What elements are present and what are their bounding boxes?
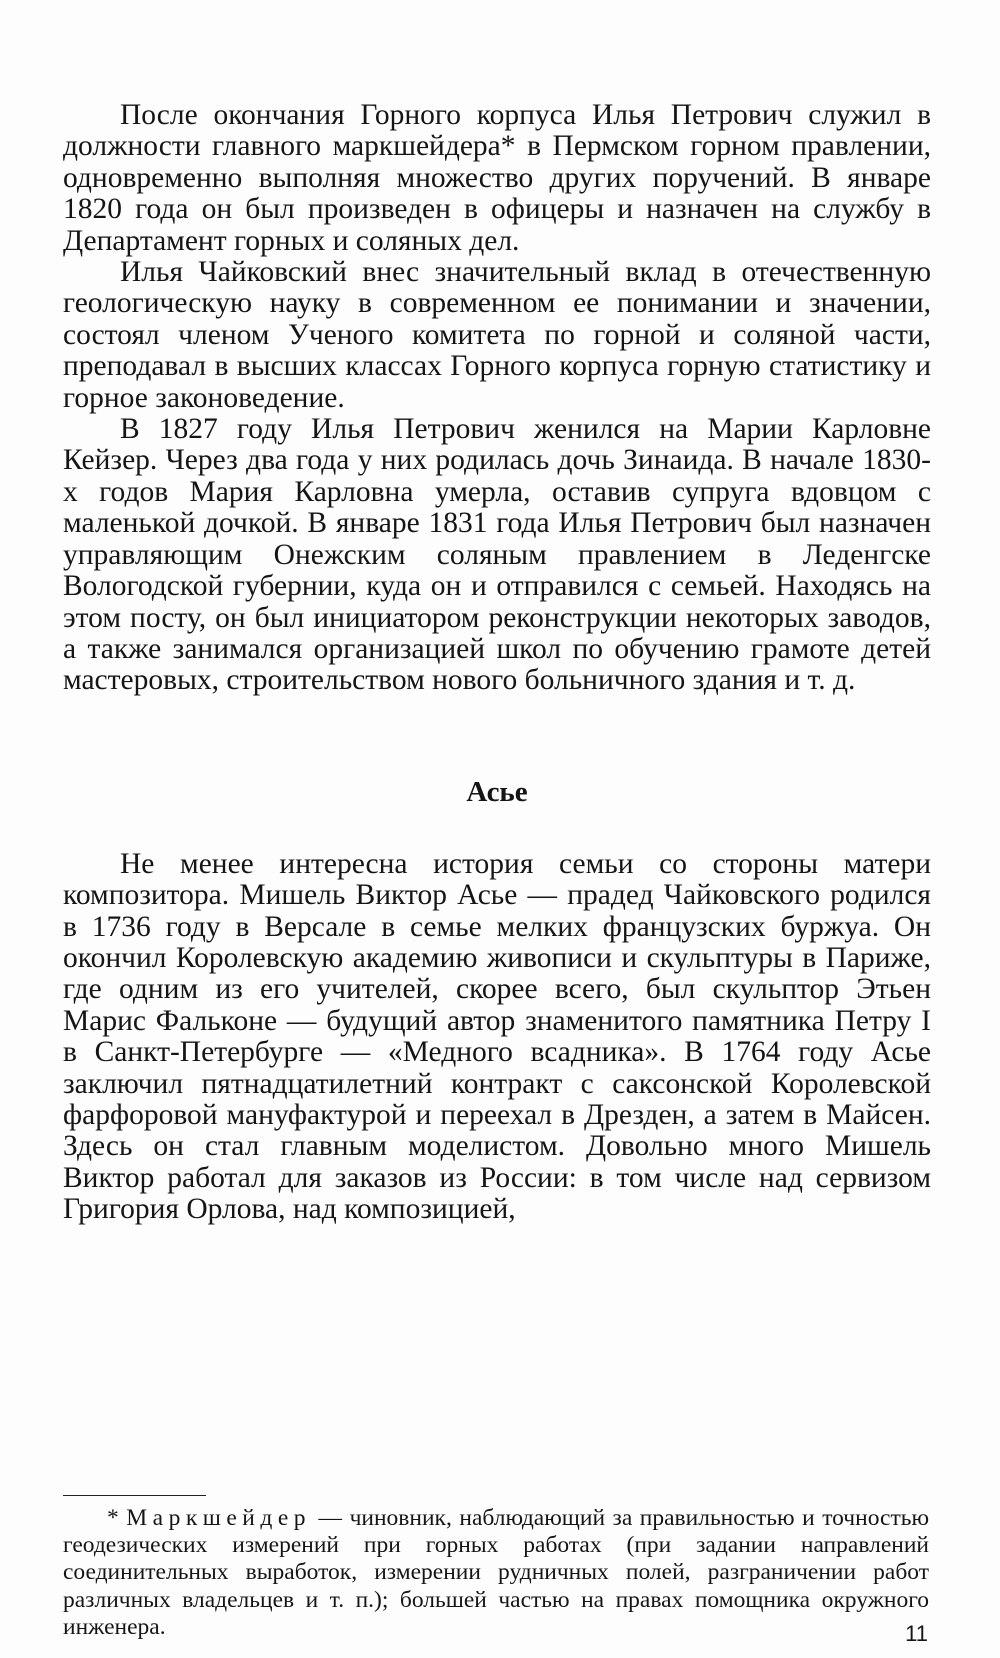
paragraph-contribution: Илья Чайковский внес значительный вклад в отечественную геологическую науку в современном ее понимании и значении, состоял членом Ученого комитета по горной и соляной части, преподавал в высших классах Горного корпуса горную статистику и горное законоведение.	[63, 256, 931, 414]
paragraph-assier: Не менее интересна история семьи со стороны матери композитора. Мишель Виктор Асье — прадед Чайковского родился в 1736 году в Версале в семье мелких французских буржуа. Он окончил Королевскую академию живописи и скульптуры в Париже, где одним из его учителей, скорее всего, был скульптор Этьен Марис Фальконе — будущий автор знаменитого памятника Петру I в Санкт-Петербурге — «Медного всадника». В 1764 году Асье заключил пятнадцатилетний контракт с саксонской Королевской фарфоровой мануфактурой и переехал в Дрезден, а затем в Майсен. Здесь он стал главным моделистом. Довольно много Мишель Виктор работал для заказов из России: в том числе над сервизом Григория Орлова, над композицией,	[63, 847, 931, 1226]
footnote-term: Маркшейдер	[126, 1505, 312, 1531]
footnote-text: чиновник, наблюдающий за правильностью и точностью геодезических измерений при горных работах (при задании направлений соединительных выработок, измерении рудничных полей, разграничении работ различных владельцев и т. п.); большей частью на правах помощника окружного инженера.	[63, 1505, 929, 1640]
paragraph-marriage: В 1827 году Илья Петрович женился на Марии Карловне Кейзер. Через два года у них родилась дочь Зинаида. В начале 1830-х годов Мария Карловна умерла, оставив супруга вдовцом с маленькой дочкой. В январе 1831 года Илья Петрович был назначен управляющим Онежским соляным правлением в Леденгске Вологодской губернии, куда он и отправился с семьей. Находясь на этом посту, он был инициатором реконструкции некоторых заводов, а также занимался организацией школ по обучению грамоте детей мастеровых, строительством нового больничного здания и т. д.	[63, 413, 931, 697]
footnote-marker: *	[107, 1505, 127, 1531]
section-heading: Асье	[466, 775, 528, 808]
footnote	[63, 1505, 929, 1641]
footnote-dash: —	[311, 1505, 350, 1531]
footnote-divider	[63, 1495, 206, 1496]
main-text	[63, 100, 931, 1226]
paragraph-education: После окончания Горного корпуса Илья Петрович служил в должности главного маркшейдера* в Пермском горном правлении, одновременно выполняя множество других поручений. В январе 1820 года он был произведен в офицеры и назначен на службу в Департамент горных и соляных дел.	[63, 99, 931, 257]
page-number: 11	[905, 1621, 928, 1646]
